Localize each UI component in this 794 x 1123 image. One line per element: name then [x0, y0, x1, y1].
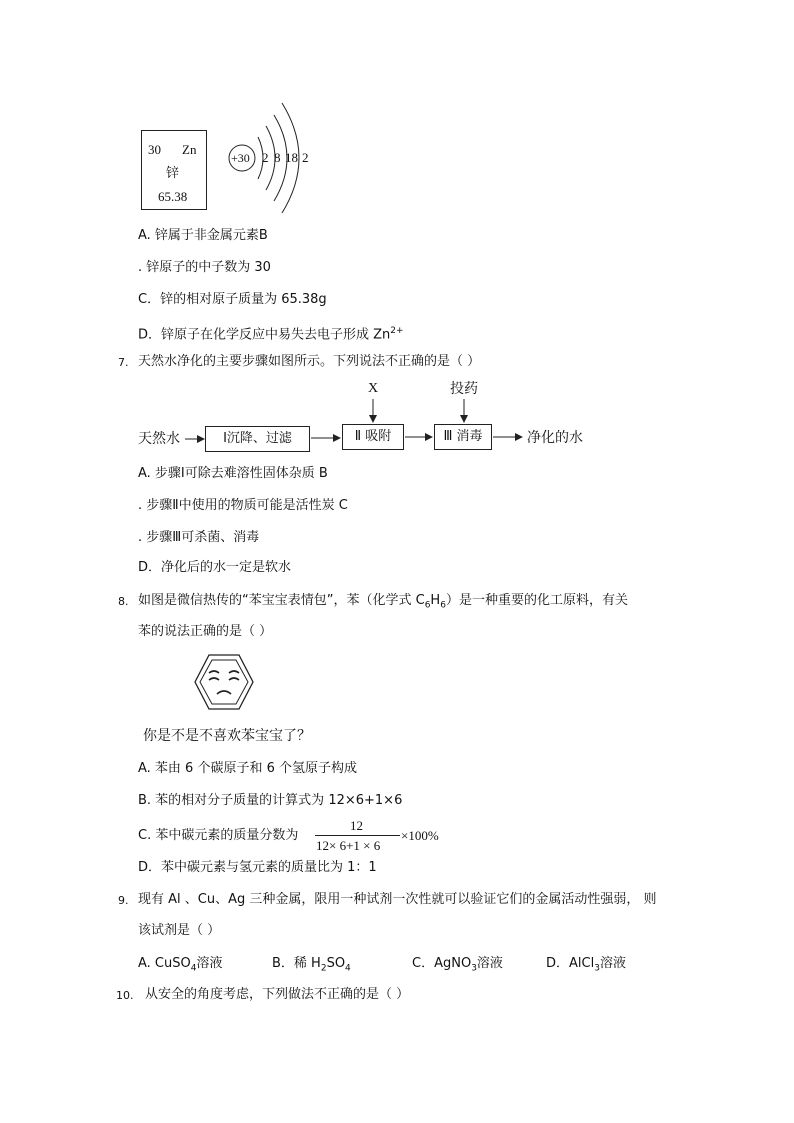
shell-electrons-2: 8 [274, 150, 281, 165]
q9-stem-line2: 该试剂是（ ） [138, 923, 221, 938]
q8-stem-line1: 如图是微信热传的“苯宝宝表情包”，苯（化学式 $C_6H_6$）是一种重要的化工原料，有关 [138, 593, 628, 611]
q7-option-b: . 步骤Ⅱ中使用的物质可能是活性炭 C [138, 498, 348, 513]
flow-input-x: X [368, 381, 379, 396]
fraction-numerator: 12 [350, 818, 363, 833]
flow-end-label: 净化的水 [527, 430, 583, 446]
q6-option-a: A. 锌属于非金属元素B [138, 228, 268, 243]
q9-option-b: B．稀 $H_2SO_4$ [272, 956, 351, 974]
q9-stem-line1: 现有 Al 、Cu、Ag 三种金属，限用一种试剂一次性就可以验证它们的金属活动性强弱， 则 [138, 892, 657, 907]
q7-option-d: D．净化后的水一定是软水 [138, 560, 292, 575]
flow-step-sedimentation: Ⅰ沉降、过滤 [205, 426, 310, 452]
flow-step-disinfection: Ⅲ 消毒 [434, 424, 492, 450]
element-number: 30 [148, 142, 161, 157]
q8-option-d: D．苯中碳元素与氢元素的质量比为 1：1 [138, 860, 377, 875]
q9-number: 9. [118, 894, 129, 907]
q6-option-c: C．锌的相对原子质量为 65.38g [138, 292, 327, 307]
shell-electrons-4: 2 [302, 150, 309, 165]
q7-stem: 天然水净化的主要步骤如图所示。下列说法不正确的是（ ） [138, 354, 481, 369]
q8-number: 8. [118, 595, 129, 608]
element-name: 锌 [166, 166, 180, 181]
q7-number: 7. [118, 356, 129, 369]
q9-option-a: A. CuSO$_4$溶液 [138, 956, 223, 974]
q7-option-a: A. 步骤Ⅰ可除去难溶性固体杂质 B [138, 466, 328, 481]
fraction-denominator: 12× 6+1 × 6 [316, 838, 381, 853]
flow-step-adsorption: Ⅱ 吸附 [342, 424, 404, 450]
q6-option-b: . 锌原子的中子数为 30 [138, 260, 271, 275]
element-symbol: Zn [182, 142, 197, 157]
q6-option-d: D．锌原子在化学反应中易失去电子形成 $Zn^{2+}$ [138, 326, 404, 343]
q8-option-a: A. 苯由 6 个碳原子和 6 个氢原子构成 [138, 761, 358, 776]
q10-stem: 从安全的角度考虑，下列做法不正确的是（ ） [145, 987, 410, 1002]
fraction-suffix: ×100% [401, 828, 439, 843]
q8-option-c-prefix: C. 苯中碳元素的质量分数为 [138, 828, 299, 843]
q7-option-c: . 步骤Ⅲ可杀菌、消毒 [138, 530, 260, 545]
nucleus-charge: +30 [231, 151, 250, 165]
q9-option-d: D．AlCl$_3$溶液 [546, 956, 626, 974]
element-mass: 65.38 [158, 189, 188, 204]
flow-input-dosing: 投药 [450, 381, 478, 397]
shell-electrons-3: 18 [285, 150, 298, 165]
benzene-caption: 你是不是不喜欢苯宝宝了？ [143, 728, 311, 744]
fraction-bar [315, 835, 400, 836]
q9-option-c: C．AgNO$_3$溶液 [412, 956, 503, 974]
q10-number: 10. [116, 989, 134, 1002]
q8-stem-line2: 苯的说法正确的是（ ） [138, 624, 273, 639]
benzene-emoji-icon [193, 653, 255, 711]
flow-start-label: 天然水 [138, 431, 180, 447]
shell-electrons-1: 2 [262, 150, 269, 165]
q8-option-b: B. 苯的相对分子质量的计算式为 12×6+1×6 [138, 793, 403, 808]
